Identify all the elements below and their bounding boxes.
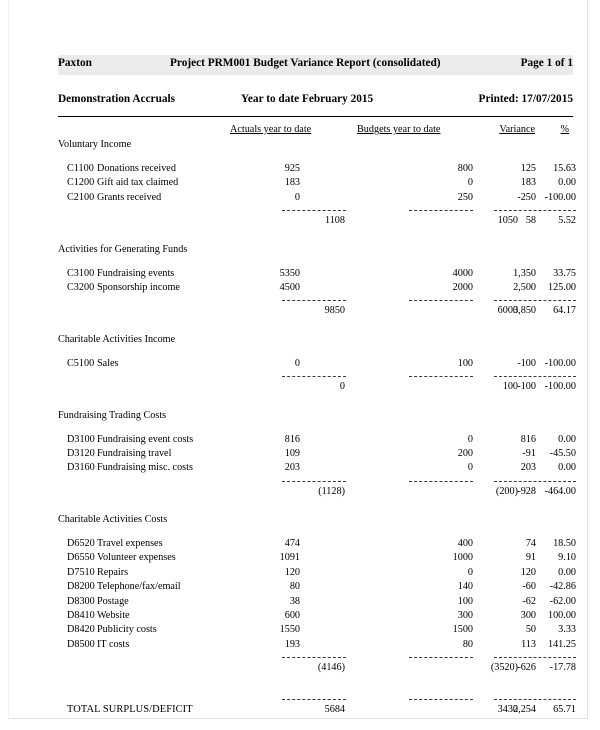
total-percent-value: 65.71 xyxy=(553,703,576,715)
column-header-budgets: Budgets year to date xyxy=(357,124,441,135)
variance-value: 50 xyxy=(525,624,536,636)
subtotal-percent-value: -100.00 xyxy=(544,381,576,393)
actual-value: 474 xyxy=(284,538,300,550)
budget-value: 4000 xyxy=(452,267,473,279)
account-code: D3160 xyxy=(67,462,95,474)
section-gap xyxy=(58,500,573,514)
subtotal-row xyxy=(58,485,576,500)
account-name: Sales xyxy=(97,357,119,369)
dash-rule-segment-variance xyxy=(494,481,576,482)
dash-rule-segment-actuals xyxy=(282,300,346,301)
budget-value: 2000 xyxy=(452,281,473,293)
account-code: D8420 xyxy=(67,624,95,636)
percent-value: 9.10 xyxy=(558,552,576,564)
account-name: Publicity costs xyxy=(97,624,157,636)
ledger-row xyxy=(58,447,576,462)
subtotal-actual-value: 9850 xyxy=(324,305,345,317)
percent-value: 18.50 xyxy=(553,538,576,550)
account-code: D8200 xyxy=(67,581,95,593)
percent-value: -42.86 xyxy=(549,581,576,593)
variance-value: 113 xyxy=(521,638,536,650)
percent-value: 0.00 xyxy=(558,566,576,578)
account-name: Donations received xyxy=(97,163,176,174)
account-code: D3120 xyxy=(67,447,95,459)
subtotal-dash-rule xyxy=(58,477,573,486)
dash-rule-segment-budgets xyxy=(409,210,473,211)
dash-rule-segment-variance xyxy=(494,699,576,700)
subtotal-row xyxy=(58,662,576,676)
actual-value: 5350 xyxy=(279,267,300,279)
ledger-row xyxy=(58,163,576,177)
account-code: C5100 xyxy=(67,357,95,369)
report-sheet xyxy=(58,55,576,718)
ledger-row xyxy=(58,610,576,624)
dash-rule-segment-actuals xyxy=(282,657,346,658)
actual-value: 203 xyxy=(284,462,300,474)
ledger-row xyxy=(58,357,576,372)
variance-value: 203 xyxy=(520,462,536,474)
ledger-row xyxy=(58,281,576,296)
actual-value: 0 xyxy=(294,357,300,369)
percent-value: 15.63 xyxy=(553,163,576,174)
section-title: Activities for Generating Funds xyxy=(58,243,188,255)
variance-value: 74 xyxy=(525,538,536,550)
percent-value: 125.00 xyxy=(547,281,576,293)
report-title: Project PRM001 Budget Variance Report (consolidated) xyxy=(170,57,441,69)
subtotal-dash-rule xyxy=(58,296,573,305)
percent-value: -62.00 xyxy=(549,595,576,607)
column-header-variance: Variance xyxy=(499,124,535,135)
budget-value: 140 xyxy=(457,581,473,593)
budget-value: 100 xyxy=(457,595,473,607)
variance-value: 125 xyxy=(520,163,536,174)
account-name: Volunteer expenses xyxy=(97,552,176,564)
account-name: Postage xyxy=(97,595,129,607)
variance-value: -60 xyxy=(522,581,536,593)
ledger-name: Demonstration Accruals xyxy=(58,93,176,105)
dash-rule-segment-budgets xyxy=(409,657,473,658)
account-name: IT costs xyxy=(97,638,130,650)
subtotal-dash-rule xyxy=(58,653,573,662)
percent-value: -100.00 xyxy=(544,191,576,203)
subtotal-budget-value: 1050 xyxy=(497,215,518,227)
total-actual-value: 5684 xyxy=(324,703,345,715)
section-gap xyxy=(58,230,573,244)
dash-rule-segment-budgets xyxy=(409,376,473,377)
column-header-actuals: Actuals year to date xyxy=(230,124,312,135)
dash-rule-segment-variance xyxy=(494,657,576,658)
budget-value: 1000 xyxy=(452,552,473,564)
account-code: C1100 xyxy=(67,163,94,174)
ledger-row xyxy=(58,566,576,581)
account-code: C3100 xyxy=(67,267,95,279)
budget-value: 200 xyxy=(457,447,473,459)
subtotal-variance-value: -626 xyxy=(517,662,536,674)
section-title: Fundraising Trading Costs xyxy=(58,409,167,421)
account-code: D8500 xyxy=(67,638,95,650)
variance-value: 183 xyxy=(520,177,536,189)
ledger-row xyxy=(58,433,576,448)
actual-value: 183 xyxy=(284,177,300,189)
account-name: Grants received xyxy=(97,191,162,203)
budget-value: 0 xyxy=(467,433,473,445)
variance-value: 816 xyxy=(520,433,536,445)
dash-rule-segment-actuals xyxy=(282,210,346,211)
subtotal-percent-value: 64.17 xyxy=(553,305,576,317)
account-name: Fundraising event costs xyxy=(97,433,194,445)
section-gap xyxy=(58,396,573,410)
variance-value: 91 xyxy=(525,552,536,564)
account-name: Fundraising travel xyxy=(97,447,172,459)
ledger-row xyxy=(58,624,576,638)
header-rule xyxy=(58,116,573,117)
section-title: Charitable Activities Income xyxy=(58,333,176,345)
report-header-band xyxy=(58,55,573,75)
budget-value: 100 xyxy=(457,357,473,369)
variance-value: -250 xyxy=(517,191,536,203)
total-label: TOTAL SURPLUS/DEFICIT xyxy=(67,703,193,715)
account-code: D6550 xyxy=(67,552,95,564)
dash-rule-segment-variance xyxy=(494,300,576,301)
account-name: Fundraising events xyxy=(97,267,175,279)
ledger-row xyxy=(58,177,576,191)
percent-value: 3.33 xyxy=(558,624,576,636)
subtotal-budget-value: (200) xyxy=(495,485,518,497)
budget-value: 0 xyxy=(467,566,473,578)
dash-rule-segment-budgets xyxy=(409,300,473,301)
variance-value: -91 xyxy=(522,447,536,459)
subtotal-budget-value: (3520) xyxy=(490,662,518,674)
ledger-row xyxy=(58,581,576,595)
percent-value: 0.00 xyxy=(558,177,576,189)
section-title: Charitable Activities Costs xyxy=(58,514,168,526)
percent-value: 33.75 xyxy=(553,267,576,279)
variance-value: 1,350 xyxy=(513,267,536,279)
dash-rule-segment-budgets xyxy=(409,699,473,700)
percent-value: -45.50 xyxy=(549,447,576,459)
percent-value: -100.00 xyxy=(544,357,576,369)
section-title-gap xyxy=(58,425,573,434)
subtotal-actual-value: (4146) xyxy=(317,662,345,674)
account-name: Repairs xyxy=(97,566,129,578)
percent-value: 0.00 xyxy=(558,462,576,474)
ledger-row xyxy=(58,595,576,610)
ledger-row xyxy=(58,552,576,566)
column-header-row xyxy=(58,124,573,139)
dash-rule-segment-actuals xyxy=(282,699,346,700)
dash-rule-segment-variance xyxy=(494,376,576,377)
subtotal-variance-value: -100 xyxy=(517,381,536,393)
actual-value: 816 xyxy=(284,433,300,445)
total-budget-value: 3430 xyxy=(497,703,518,715)
dash-rule-segment-variance xyxy=(494,210,576,211)
subtotal-variance-value: 3,850 xyxy=(513,305,536,317)
page-number: Page 1 of 1 xyxy=(520,57,573,69)
subtotal-row xyxy=(58,215,576,229)
report-page xyxy=(8,0,588,719)
subtotal-row xyxy=(58,381,576,395)
ledger-row xyxy=(58,538,576,552)
subtotal-percent-value: 5.52 xyxy=(558,215,576,227)
subtotal-percent-value: -464.00 xyxy=(544,485,576,497)
actual-value: 193 xyxy=(284,638,300,650)
actual-value: 38 xyxy=(289,595,300,607)
account-name: Gift aid tax claimed xyxy=(97,177,179,189)
section-title-gap xyxy=(58,529,573,538)
subtotal-actual-value: 1108 xyxy=(325,215,345,227)
ledger-row xyxy=(58,191,576,206)
budget-value: 300 xyxy=(457,610,473,622)
account-code: C2100 xyxy=(67,191,95,203)
section-title-gap xyxy=(58,349,573,358)
percent-value: 0.00 xyxy=(558,433,576,445)
account-name: Travel expenses xyxy=(97,538,163,550)
ledger-row xyxy=(58,267,576,282)
account-code: C1200 xyxy=(67,177,95,189)
column-header-percent: % xyxy=(560,124,569,135)
subtotal-actual-value: (1128) xyxy=(318,485,345,497)
actual-value: 120 xyxy=(284,566,300,578)
section-title-gap xyxy=(58,259,573,268)
total-variance-value: 2,254 xyxy=(513,703,536,715)
account-code: C3200 xyxy=(67,281,95,293)
account-code: D8410 xyxy=(67,610,95,622)
organisation-name: Paxton xyxy=(58,57,92,69)
account-name: Telephone/fax/email xyxy=(97,581,181,593)
budget-value: 0 xyxy=(467,177,473,189)
percent-value: 100.00 xyxy=(547,610,576,622)
actual-value: 80 xyxy=(289,581,300,593)
ledger-row xyxy=(58,638,576,653)
account-code: D3100 xyxy=(67,433,95,445)
variance-value: 120 xyxy=(520,566,536,578)
dash-rule-segment-actuals xyxy=(282,376,346,377)
budget-value: 250 xyxy=(457,191,473,203)
total-row xyxy=(58,703,576,718)
report-header-line2 xyxy=(58,91,573,113)
budget-value: 400 xyxy=(457,538,473,550)
subtotal-dash-rule xyxy=(58,372,573,381)
variance-value: 300 xyxy=(520,610,536,622)
actual-value: 0 xyxy=(294,191,300,203)
account-name: Website xyxy=(97,610,130,622)
account-code: D6520 xyxy=(67,538,95,550)
section-title: Voluntary Income xyxy=(58,139,132,150)
variance-value: -62 xyxy=(522,595,536,607)
section-title-gap xyxy=(58,154,573,163)
section-gap xyxy=(58,320,573,334)
account-name: Sponsorship income xyxy=(97,281,180,293)
total-dash-rule xyxy=(58,695,573,704)
actual-value: 4500 xyxy=(279,281,300,293)
report-body xyxy=(58,139,576,718)
budget-value: 80 xyxy=(462,638,473,650)
subtotal-variance-value: -928 xyxy=(517,485,536,497)
total-gap xyxy=(58,677,573,695)
ledger-row xyxy=(58,462,576,476)
account-name: Fundraising misc. costs xyxy=(97,462,193,474)
dash-rule-segment-budgets xyxy=(409,481,473,482)
subtotal-percent-value: -17.78 xyxy=(549,662,576,674)
subtotal-actual-value: 0 xyxy=(339,381,345,393)
period-label: Year to date February 2015 xyxy=(241,93,374,105)
actual-value: 1091 xyxy=(279,552,300,564)
actual-value: 600 xyxy=(284,610,300,622)
variance-value: 2,500 xyxy=(513,281,536,293)
report-header-line1 xyxy=(58,55,573,75)
dash-rule-segment-actuals xyxy=(282,481,346,482)
printed-date: Printed: 17/07/2015 xyxy=(478,93,573,105)
actual-value: 1550 xyxy=(279,624,300,636)
actual-value: 109 xyxy=(284,447,300,459)
subtotal-budget-value: 6000 xyxy=(497,305,518,317)
variance-value: -100 xyxy=(517,357,536,369)
actual-value: 925 xyxy=(284,163,300,174)
account-code: D8300 xyxy=(67,595,95,607)
budget-value: 800 xyxy=(457,163,473,174)
budget-value: 1500 xyxy=(452,624,473,636)
subtotal-budget-value: 100 xyxy=(502,381,518,393)
account-code: D7510 xyxy=(67,566,95,578)
subtotal-row xyxy=(58,305,576,319)
budget-value: 0 xyxy=(467,462,473,474)
percent-value: 141.25 xyxy=(547,638,576,650)
subtotal-dash-rule xyxy=(58,206,573,215)
subtotal-variance-value: 58 xyxy=(525,215,536,227)
